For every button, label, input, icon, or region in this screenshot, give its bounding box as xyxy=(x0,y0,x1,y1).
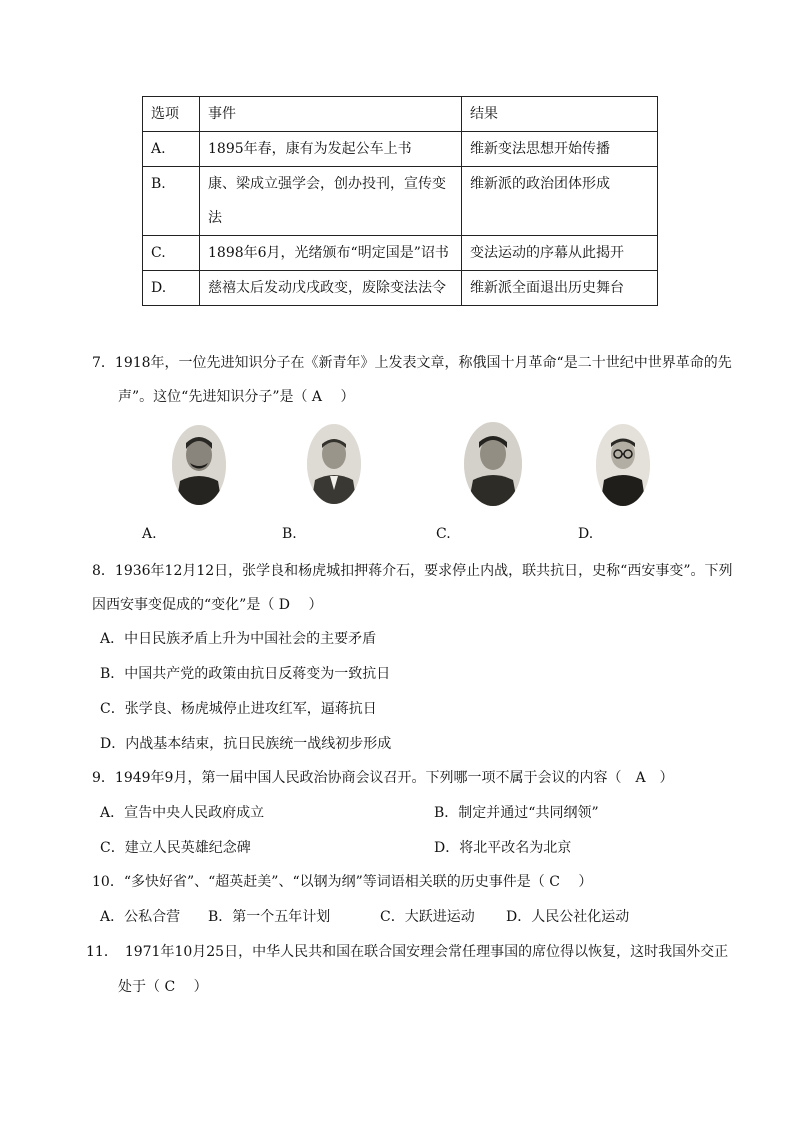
q7-choice-c: C. xyxy=(436,526,451,542)
table-header-row xyxy=(143,97,658,132)
q10-option-d: D．人民公社化运动 xyxy=(506,909,630,925)
portrait-man-with-glasses-icon xyxy=(596,424,650,506)
q8-stem-line2: 因西安事变促成的“变化”是（ D ） xyxy=(92,597,323,613)
q11-stem-line2: 处于（ C ） xyxy=(118,979,208,995)
portrait-young-man-icon xyxy=(464,422,522,506)
q9-stem: 9．1949年9月，第一届中国人民政治协商会议召开。下列哪一项不属于会议的内容（ A ） xyxy=(92,770,674,786)
table-cell-event: 慈禧太后发动戊戌政变，废除变法法令 xyxy=(200,271,462,306)
header-result: 结果 xyxy=(462,97,658,132)
header-event: 事件 xyxy=(200,97,462,132)
table-cell-result: 维新变法思想开始传播 xyxy=(462,132,658,167)
table-cell-event: 1895年春，康有为发起公车上书 xyxy=(200,132,462,167)
q9-option-b: B．制定并通过“共同纲领” xyxy=(434,805,599,821)
table-cell-result: 维新派的政治团体形成 xyxy=(462,167,658,236)
table-row xyxy=(143,167,658,236)
q9-option-d: D．将北平改名为北京 xyxy=(434,840,572,856)
q10-option-a: A．公私合营 xyxy=(100,909,181,925)
table-cell-option: D. xyxy=(143,271,200,306)
q7-choice-d: D. xyxy=(578,526,594,542)
q8-option-b: B．中国共产党的政策由抗日反蒋变为一致抗日 xyxy=(100,666,391,682)
q7-choice-a: A. xyxy=(142,526,157,542)
q8-stem-line1: 8．1936年12月12日，张学良和杨虎城扣押蒋介石，要求停止内战，联共抗日，史称“西安事变”。下列 xyxy=(92,563,733,579)
portrait-man-in-suit-icon xyxy=(307,424,361,504)
options-table xyxy=(142,96,658,306)
table-cell-option: A. xyxy=(143,132,200,167)
q7-choice-b: B. xyxy=(282,526,297,542)
q7-stem-line2: 声”。这位“先进知识分子”是（ A ） xyxy=(118,389,355,405)
q10-option-c: C．大跃进运动 xyxy=(380,909,475,925)
q10-option-b: B．第一个五年计划 xyxy=(208,909,331,925)
table-cell-event: 康、梁成立强学会，创办投刊，宣传变法 xyxy=(200,167,462,236)
table-row xyxy=(143,236,658,271)
header-option: 选项 xyxy=(143,97,200,132)
table-cell-option: B. xyxy=(143,167,200,236)
table-cell-result: 变法运动的序幕从此揭开 xyxy=(462,236,658,271)
q8-option-c: C．张学良、杨虎城停止进攻红军，逼蒋抗日 xyxy=(100,701,377,717)
portrait-mustache-man-icon xyxy=(172,425,226,505)
table-cell-event: 1898年6月，光绪颁布“明定国是”诏书 xyxy=(200,236,462,271)
q9-option-c: C．建立人民英雄纪念碑 xyxy=(100,840,251,856)
table-cell-option: C. xyxy=(143,236,200,271)
q11-stem-line1: 11． 1971年10月25日，中华人民共和国在联合国安理会常任理事国的席位得以恢复，这时我国外交正 xyxy=(86,944,729,960)
q8-option-d: D．内战基本结束，抗日民族统一战线初步形成 xyxy=(100,736,392,752)
q8-option-a: A．中日民族矛盾上升为中国社会的主要矛盾 xyxy=(100,631,377,647)
table-row xyxy=(143,271,658,306)
q7-stem-line1: 7．1918年，一位先进知识分子在《新青年》上发表文章，称俄国十月革命“是二十世纪中世界革命的先 xyxy=(92,355,732,371)
table-row xyxy=(143,132,658,167)
table-cell-result: 维新派全面退出历史舞台 xyxy=(462,271,658,306)
q9-option-a: A．宣告中央人民政府成立 xyxy=(100,805,265,821)
q10-stem: 10．“多快好省”、“超英赶美”、“以钢为纲”等词语相关联的历史事件是（ C ） xyxy=(92,874,593,890)
